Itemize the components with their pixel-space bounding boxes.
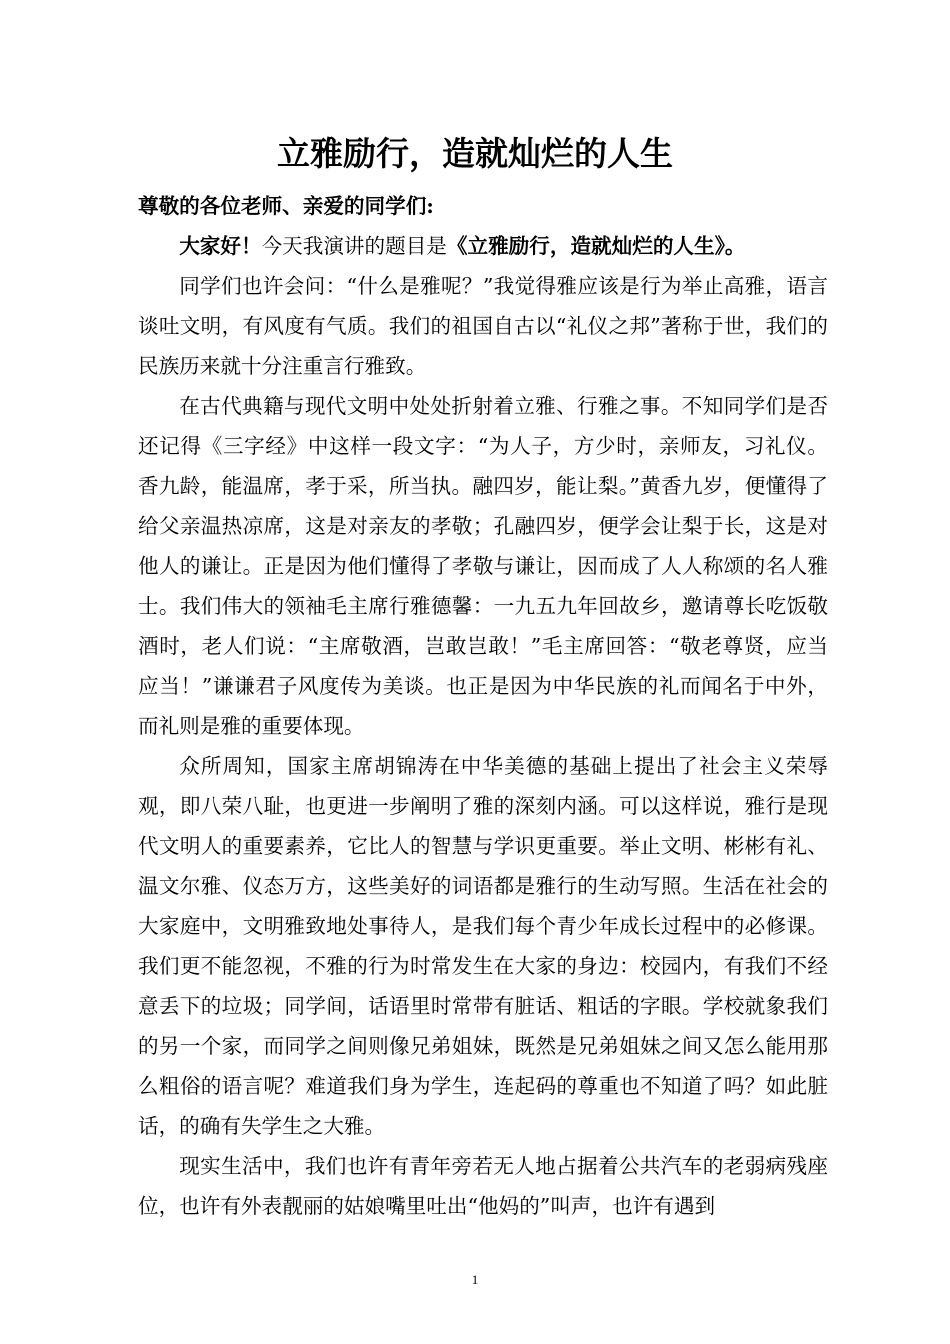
paragraph: 众所周知，国家主席胡锦涛在中华美德的基础上提出了社会主义荣辱观，即八荣八耻，也更进一步阐明了雅的深刻内涵。可以这样说，雅行是现代文明人的重要素养，它比人的智慧与学识更重要。举止文明、彬彬有礼、温文尔雅、仪态万方，这些美好的词语都是雅行的生动写照。生活在社会的大家庭中，文明雅致地处事待人，是我们每个青少年成长过程中的必修课。我们更不能忽视，不雅的行为时常发生在大家的身边：校园内，有我们不经意丢下的垃圾；同学间，话语里时常带有脏话、粗话的字眼。学校就象我们的另一个家，而同学之间则像兄弟姐妹，既然是兄弟姐妹之间又怎么能用那么粗俗的语言呢？难道我们身为学生，连起码的尊重也不知道了吗？如此脏话，的确有失学生之大雅。 bbox=[138, 754, 828, 1138]
page-number: 1 bbox=[471, 1272, 479, 1287]
paragraph: 现实生活中，我们也许有青年旁若无人地占据着公共汽车的老弱病残座位，也许有外表靓丽的姑娘嘴里吐出“他妈的”叫声，也许有遇到 bbox=[138, 1154, 828, 1218]
document-body bbox=[138, 186, 828, 1226]
paragraph: 在古代典籍与现代文明中处处折射着立雅、行雅之事。不知同学们是否还记得《三字经》中这样一段文字：“为人子，方少时，亲师友，习礼仪。香九龄，能温席，孝于采，所当执。融四岁，能让梨。”黄香九岁，便懂得了给父亲温热凉席，这是对亲友的孝敬；孔融四岁，便学会让梨于长，这是对他人的谦让。正是因为他们懂得了孝敬与谦让，因而成了人人称颂的名人雅士。我们伟大的领袖毛主席行雅德馨：一九五九年回故乡，邀请尊长吃饭敬酒时，老人们说：“主席敬酒，岂敢岂敢！”毛主席回答：“敬老尊贤，应当应当！”谦谦君子风度传为美谈。也正是因为中华民族的礼而闻名于中外，而礼则是雅的重要体现。 bbox=[138, 394, 828, 738]
speech-topic: 《立雅励行，造就灿烂的人生》。 bbox=[446, 234, 746, 258]
greeting-paragraph bbox=[138, 226, 828, 266]
paragraph: 同学们也许会问：“什么是雅呢？”我觉得雅应该是行为举止高雅，语言谈吐文明，有风度有气质。我们的祖国自古以“礼仪之邦”著称于世，我们的民族历来就十分注重言行雅致。 bbox=[138, 274, 828, 378]
salutation: 尊敬的各位老师、亲爱的同学们: bbox=[138, 194, 434, 218]
document-title: 立雅励行，造就灿烂的人生 bbox=[277, 134, 673, 173]
greeting-text: 今天我演讲的题目是 bbox=[261, 234, 447, 258]
greeting-bold: 大家好！ bbox=[179, 234, 262, 258]
